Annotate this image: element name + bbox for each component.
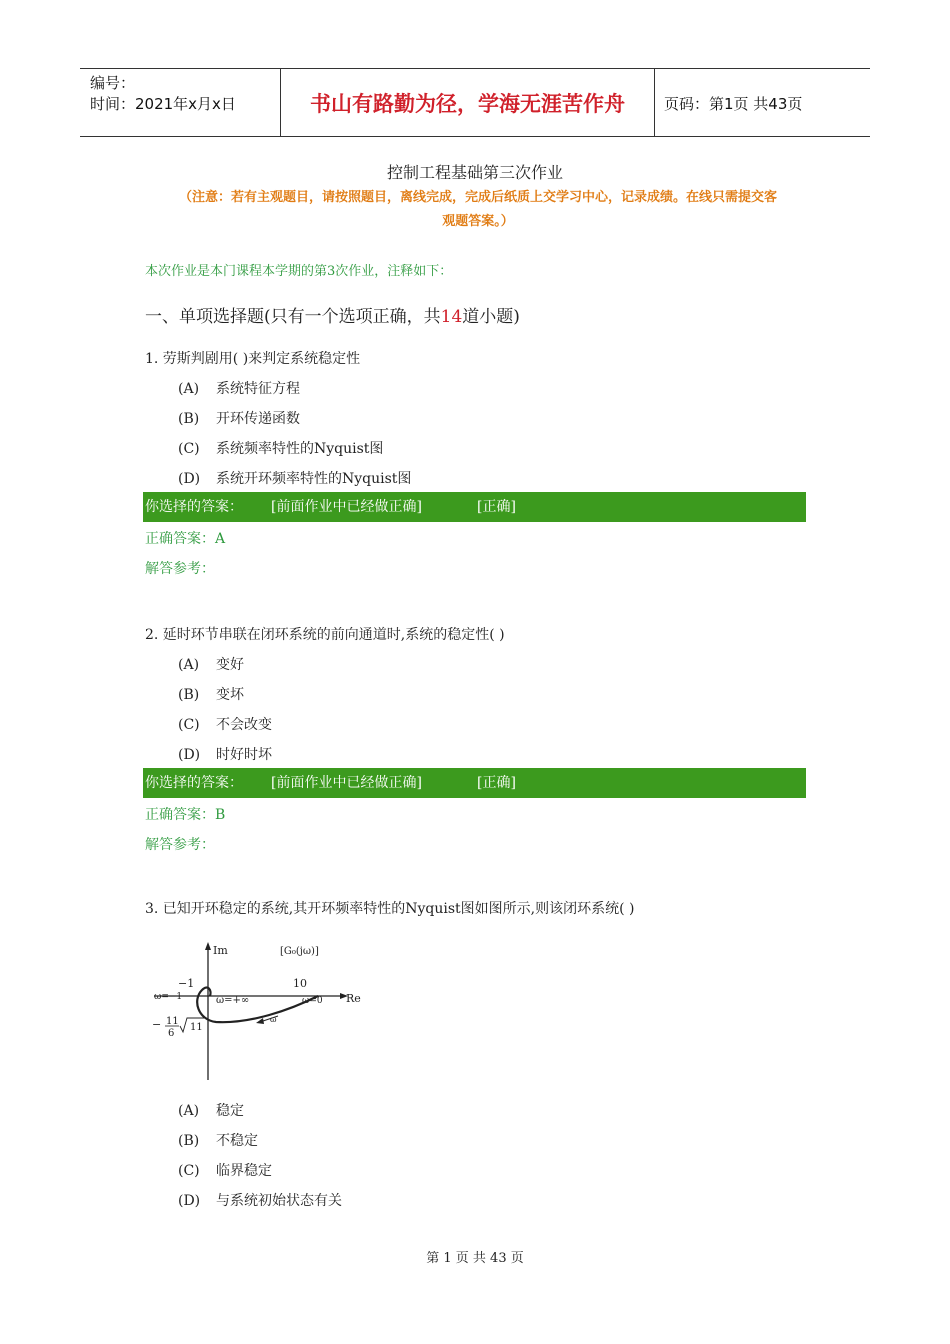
note-line-2: 观题答案。） <box>442 214 514 229</box>
time-label: 时间：2021年x月x日 <box>90 95 236 113</box>
q1-answer-bar <box>143 492 806 522</box>
q2-option-c <box>178 714 272 734</box>
option-label: (A) <box>178 657 200 673</box>
q1-option-a <box>178 378 300 398</box>
option-text: 不稳定 <box>216 1133 258 1149</box>
q3-option-b <box>178 1130 258 1150</box>
q1-correct-answer: 正确答案：A <box>145 531 226 547</box>
omega-inf-label: ω=+∞ <box>216 995 250 1006</box>
minus-one-label: −1 <box>178 977 195 990</box>
q2-correct-answer: 正确答案：B <box>145 807 226 823</box>
section-suffix: 道小题) <box>462 307 520 327</box>
correct-tag: [正确] <box>477 499 516 515</box>
option-label: (C) <box>178 717 200 733</box>
omega-zero-label: ω=0 <box>302 996 323 1006</box>
option-label: (B) <box>178 411 200 427</box>
frac-minus: − <box>152 1018 162 1031</box>
q2-option-d <box>178 744 272 764</box>
imag-axis-arrow <box>205 942 211 950</box>
doc-intro: 本次作业是本门课程本学期的第3次作业，注释如下： <box>145 264 453 279</box>
your-answer-label: 你选择的答案： <box>145 775 243 791</box>
omega-minus-label: ω=−1 <box>154 992 183 1002</box>
option-text: 开环传递函数 <box>216 411 300 427</box>
frac-denominator: 6 <box>168 1028 175 1039</box>
im-label: Im <box>213 944 228 957</box>
option-text: 变好 <box>216 657 244 673</box>
q3-option-c <box>178 1160 272 1180</box>
q2-explain: 解答参考： <box>145 837 215 853</box>
option-text: 不会改变 <box>216 717 272 733</box>
option-label: (C) <box>178 441 200 457</box>
arrow-omega-label: ω <box>270 1015 277 1024</box>
question-3-stem: 3. 已知开环稳定的系统,其开环频率特性的Nyquist图如图所示,则该闭环系统( ) <box>145 901 635 917</box>
number-label: 编号： <box>90 74 136 92</box>
section-prefix: 一、单项选择题(只有一个选项正确，共 <box>145 307 441 327</box>
q2-option-b <box>178 684 244 704</box>
option-text: 时好时坏 <box>216 747 272 763</box>
note-line-1: （注意：若有主观题目，请按照题目，离线完成，完成后纸质上交学习中心，记录成绩。在线只需提交客 <box>178 190 777 205</box>
option-text: 与系统初始状态有关 <box>216 1193 342 1209</box>
option-label: (D) <box>178 1193 201 1209</box>
page-footer: 第 1 页 共 43 页 <box>426 1251 524 1266</box>
option-text: 系统开环频率特性的Nyquist图 <box>216 471 412 487</box>
option-label: (D) <box>178 747 201 763</box>
option-text: 稳定 <box>216 1103 244 1119</box>
option-label: (B) <box>178 1133 200 1149</box>
q3-option-d <box>178 1190 342 1210</box>
question-2-stem: 2. 延时环节串联在闭环系统的前向通道时,系统的稳定性( ) <box>145 627 505 643</box>
option-label: (C) <box>178 1163 200 1179</box>
prev-correct-tag: [前面作业中已经做正确] <box>271 775 422 791</box>
option-text: 系统特征方程 <box>216 381 300 397</box>
header-table <box>80 68 870 137</box>
option-text: 系统频率特性的Nyquist图 <box>216 441 384 457</box>
option-text: 变坏 <box>216 687 244 703</box>
section-heading <box>145 302 520 327</box>
correct-tag: [正确] <box>477 775 516 791</box>
option-label: (B) <box>178 687 200 703</box>
your-answer-label: 你选择的答案： <box>145 499 243 515</box>
option-label: (A) <box>178 381 200 397</box>
q2-answer-bar <box>143 768 806 798</box>
q1-explain: 解答参考： <box>145 561 215 577</box>
nyquist-figure <box>150 940 370 1085</box>
header-meta <box>90 73 236 115</box>
q1-option-d <box>178 468 411 488</box>
re-label: Re <box>346 992 361 1005</box>
option-label: (D) <box>178 471 201 487</box>
func-label: [G₀(jω)] <box>280 946 319 957</box>
q1-option-c <box>178 438 383 458</box>
option-text: 临界稳定 <box>216 1163 272 1179</box>
header-page-info: 页码：第1页 共43页 <box>664 95 803 113</box>
q1-option-b <box>178 408 300 428</box>
sqrt-value: 11 <box>190 1022 203 1033</box>
doc-title: 控制工程基础第三次作业 <box>386 163 563 182</box>
doc-note <box>148 186 808 234</box>
ten-label: 10 <box>293 977 307 990</box>
option-label: (A) <box>178 1103 200 1119</box>
prev-correct-tag: [前面作业中已经做正确] <box>271 499 422 515</box>
header-motto: 书山有路勤为径，学海无涯苦作舟 <box>280 69 655 136</box>
section-count: 14 <box>440 307 463 327</box>
question-1-stem: 1. 劳斯判剧用( )来判定系统稳定性 <box>145 351 361 367</box>
q3-option-a <box>178 1100 244 1120</box>
q2-option-a <box>178 654 244 674</box>
frac-numerator: 11 <box>166 1016 179 1027</box>
